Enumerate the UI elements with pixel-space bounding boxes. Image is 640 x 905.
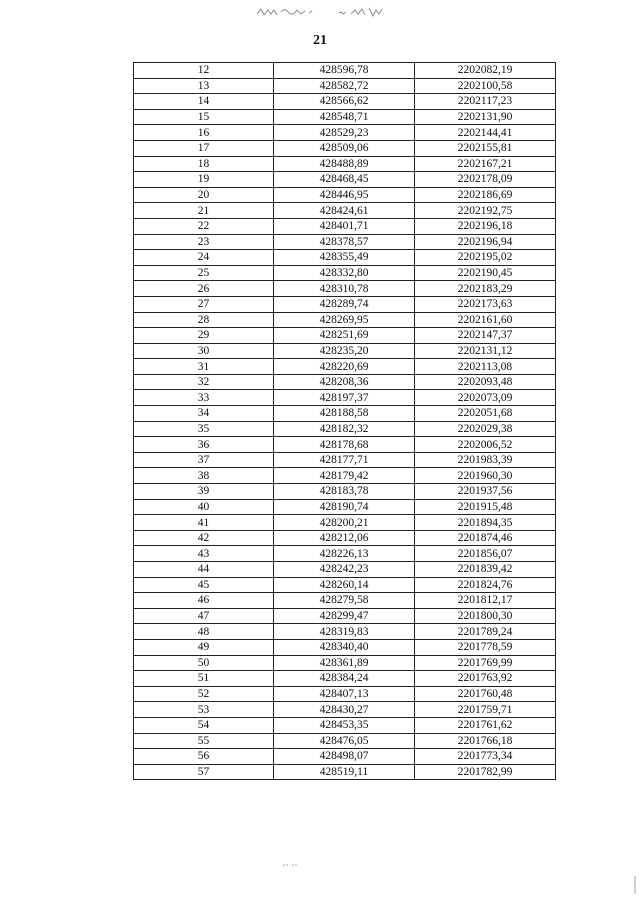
point-number-cell: 50 [134,655,274,671]
table-row [134,452,556,468]
table-row [134,468,556,484]
point-number-cell: 16 [134,125,274,141]
table-row [134,78,556,94]
y-coordinate-cell: 2202131,12 [415,343,556,359]
x-coordinate-cell: 428407,13 [274,686,415,702]
table-row [134,296,556,312]
point-number-cell: 31 [134,359,274,375]
x-coordinate-cell: 428430,27 [274,702,415,718]
y-coordinate-cell: 2201937,56 [415,484,556,500]
x-coordinate-cell: 428519,11 [274,764,415,780]
y-coordinate-cell: 2201856,07 [415,546,556,562]
table-row [134,125,556,141]
table-row [134,343,556,359]
table-row [134,499,556,515]
point-number-cell: 19 [134,172,274,188]
table-row [134,484,556,500]
x-coordinate-cell: 428220,69 [274,359,415,375]
point-number-cell: 17 [134,140,274,156]
y-coordinate-cell: 2202117,23 [415,94,556,110]
x-coordinate-cell: 428260,14 [274,577,415,593]
point-number-cell: 56 [134,749,274,765]
y-coordinate-cell: 2202100,58 [415,78,556,94]
point-number-cell: 32 [134,374,274,390]
y-coordinate-cell: 2202113,08 [415,359,556,375]
point-number-cell: 54 [134,717,274,733]
x-coordinate-cell: 428476,05 [274,733,415,749]
y-coordinate-cell: 2202006,52 [415,437,556,453]
table-row [134,374,556,390]
x-coordinate-cell: 428208,36 [274,374,415,390]
point-number-cell: 36 [134,437,274,453]
x-coordinate-cell: 428242,23 [274,562,415,578]
y-coordinate-cell: 2202178,09 [415,172,556,188]
page-number: 21 [313,33,327,48]
scan-edge-mark [634,876,636,894]
table-row [134,156,556,172]
point-number-cell: 34 [134,406,274,422]
x-coordinate-cell: 428235,20 [274,343,415,359]
point-number-cell: 45 [134,577,274,593]
table-row [134,281,556,297]
y-coordinate-cell: 2201761,62 [415,717,556,733]
table-row [134,655,556,671]
table-row [134,421,556,437]
y-coordinate-cell: 2202051,68 [415,406,556,422]
x-coordinate-cell: 428279,58 [274,593,415,609]
y-coordinate-cell: 2202093,48 [415,374,556,390]
table-row [134,702,556,718]
point-number-cell: 27 [134,296,274,312]
y-coordinate-cell: 2202131,90 [415,109,556,125]
table-row [134,717,556,733]
x-coordinate-cell: 428212,06 [274,530,415,546]
x-coordinate-cell: 428361,89 [274,655,415,671]
y-coordinate-cell: 2202173,63 [415,296,556,312]
point-number-cell: 43 [134,546,274,562]
x-coordinate-cell: 428384,24 [274,671,415,687]
table-row [134,686,556,702]
point-number-cell: 22 [134,218,274,234]
point-number-cell: 52 [134,686,274,702]
x-coordinate-cell: 428197,37 [274,390,415,406]
point-number-cell: 35 [134,421,274,437]
table-row [134,140,556,156]
point-number-cell: 33 [134,390,274,406]
table-row [134,530,556,546]
x-coordinate-cell: 428529,23 [274,125,415,141]
point-number-cell: 55 [134,733,274,749]
x-coordinate-cell: 428178,68 [274,437,415,453]
point-number-cell: 47 [134,608,274,624]
y-coordinate-cell: 2202167,21 [415,156,556,172]
y-coordinate-cell: 2201960,30 [415,468,556,484]
x-coordinate-cell: 428269,95 [274,312,415,328]
table-row [134,63,556,79]
point-number-cell: 48 [134,624,274,640]
x-coordinate-cell: 428188,58 [274,406,415,422]
point-number-cell: 57 [134,764,274,780]
header-scan-artifact [255,4,395,20]
point-number-cell: 53 [134,702,274,718]
table-row [134,764,556,780]
footer-scan-artifact [282,862,300,868]
point-number-cell: 12 [134,63,274,79]
point-number-cell: 30 [134,343,274,359]
x-coordinate-cell: 428340,40 [274,639,415,655]
x-coordinate-cell: 428548,71 [274,109,415,125]
point-number-cell: 29 [134,328,274,344]
table-row [134,109,556,125]
point-number-cell: 38 [134,468,274,484]
x-coordinate-cell: 428446,95 [274,187,415,203]
y-coordinate-cell: 2201894,35 [415,515,556,531]
point-number-cell: 26 [134,281,274,297]
point-number-cell: 37 [134,452,274,468]
point-number-cell: 39 [134,484,274,500]
x-coordinate-cell: 428319,83 [274,624,415,640]
point-number-cell: 41 [134,515,274,531]
table-row [134,172,556,188]
point-number-cell: 28 [134,312,274,328]
table-row [134,328,556,344]
x-coordinate-cell: 428378,57 [274,234,415,250]
table-row [134,406,556,422]
y-coordinate-cell: 2202190,45 [415,265,556,281]
point-number-cell: 25 [134,265,274,281]
table-row [134,546,556,562]
y-coordinate-cell: 2201800,30 [415,608,556,624]
table-row [134,562,556,578]
x-coordinate-cell: 428566,62 [274,94,415,110]
y-coordinate-cell: 2202183,29 [415,281,556,297]
x-coordinate-cell: 428177,71 [274,452,415,468]
x-coordinate-cell: 428509,06 [274,140,415,156]
table-row [134,624,556,640]
y-coordinate-cell: 2201759,71 [415,702,556,718]
x-coordinate-cell: 428226,13 [274,546,415,562]
table-row [134,359,556,375]
y-coordinate-cell: 2202192,75 [415,203,556,219]
point-number-cell: 42 [134,530,274,546]
table-row [134,390,556,406]
point-number-cell: 13 [134,78,274,94]
x-coordinate-cell: 428596,78 [274,63,415,79]
y-coordinate-cell: 2202029,38 [415,421,556,437]
x-coordinate-cell: 428488,89 [274,156,415,172]
x-coordinate-cell: 428179,42 [274,468,415,484]
table-row [134,437,556,453]
y-coordinate-cell: 2202144,41 [415,125,556,141]
point-number-cell: 46 [134,593,274,609]
x-coordinate-cell: 428355,49 [274,250,415,266]
y-coordinate-cell: 2201915,48 [415,499,556,515]
y-coordinate-cell: 2201766,18 [415,733,556,749]
x-coordinate-cell: 428289,74 [274,296,415,312]
x-coordinate-cell: 428190,74 [274,499,415,515]
y-coordinate-cell: 2202155,81 [415,140,556,156]
x-coordinate-cell: 428498,07 [274,749,415,765]
x-coordinate-cell: 428182,32 [274,421,415,437]
x-coordinate-cell: 428200,21 [274,515,415,531]
y-coordinate-cell: 2201874,46 [415,530,556,546]
x-coordinate-cell: 428183,78 [274,484,415,500]
y-coordinate-cell: 2201782,99 [415,764,556,780]
table-row [134,218,556,234]
table-row [134,234,556,250]
y-coordinate-cell: 2201812,17 [415,593,556,609]
y-coordinate-cell: 2202196,94 [415,234,556,250]
x-coordinate-cell: 428453,35 [274,717,415,733]
x-coordinate-cell: 428468,45 [274,172,415,188]
y-coordinate-cell: 2202147,37 [415,328,556,344]
table-row [134,94,556,110]
table-row [134,203,556,219]
y-coordinate-cell: 2202195,02 [415,250,556,266]
y-coordinate-cell: 2201763,92 [415,671,556,687]
point-number-cell: 40 [134,499,274,515]
y-coordinate-cell: 2202186,69 [415,187,556,203]
point-number-cell: 49 [134,639,274,655]
y-coordinate-cell: 2201824,76 [415,577,556,593]
x-coordinate-cell: 428401,71 [274,218,415,234]
point-number-cell: 18 [134,156,274,172]
table-row [134,733,556,749]
y-coordinate-cell: 2201760,48 [415,686,556,702]
point-number-cell: 44 [134,562,274,578]
point-number-cell: 20 [134,187,274,203]
point-number-cell: 23 [134,234,274,250]
y-coordinate-cell: 2201778,59 [415,639,556,655]
table-row [134,671,556,687]
point-number-cell: 24 [134,250,274,266]
y-coordinate-cell: 2201773,34 [415,749,556,765]
table-row [134,608,556,624]
y-coordinate-cell: 2202161,60 [415,312,556,328]
point-number-cell: 14 [134,94,274,110]
point-number-cell: 21 [134,203,274,219]
coordinates-table-body [134,63,556,780]
table-row [134,639,556,655]
coordinates-table [133,62,556,780]
y-coordinate-cell: 2201983,39 [415,452,556,468]
y-coordinate-cell: 2202196,18 [415,218,556,234]
table-row [134,593,556,609]
table-row [134,577,556,593]
table-row [134,515,556,531]
x-coordinate-cell: 428424,61 [274,203,415,219]
table-row [134,265,556,281]
y-coordinate-cell: 2202073,09 [415,390,556,406]
point-number-cell: 15 [134,109,274,125]
table-row [134,749,556,765]
table-row [134,312,556,328]
table-row [134,187,556,203]
x-coordinate-cell: 428582,72 [274,78,415,94]
x-coordinate-cell: 428251,69 [274,328,415,344]
y-coordinate-cell: 2201839,42 [415,562,556,578]
table-row [134,250,556,266]
y-coordinate-cell: 2201769,99 [415,655,556,671]
x-coordinate-cell: 428299,47 [274,608,415,624]
point-number-cell: 51 [134,671,274,687]
y-coordinate-cell: 2201789,24 [415,624,556,640]
x-coordinate-cell: 428310,78 [274,281,415,297]
x-coordinate-cell: 428332,80 [274,265,415,281]
y-coordinate-cell: 2202082,19 [415,63,556,79]
